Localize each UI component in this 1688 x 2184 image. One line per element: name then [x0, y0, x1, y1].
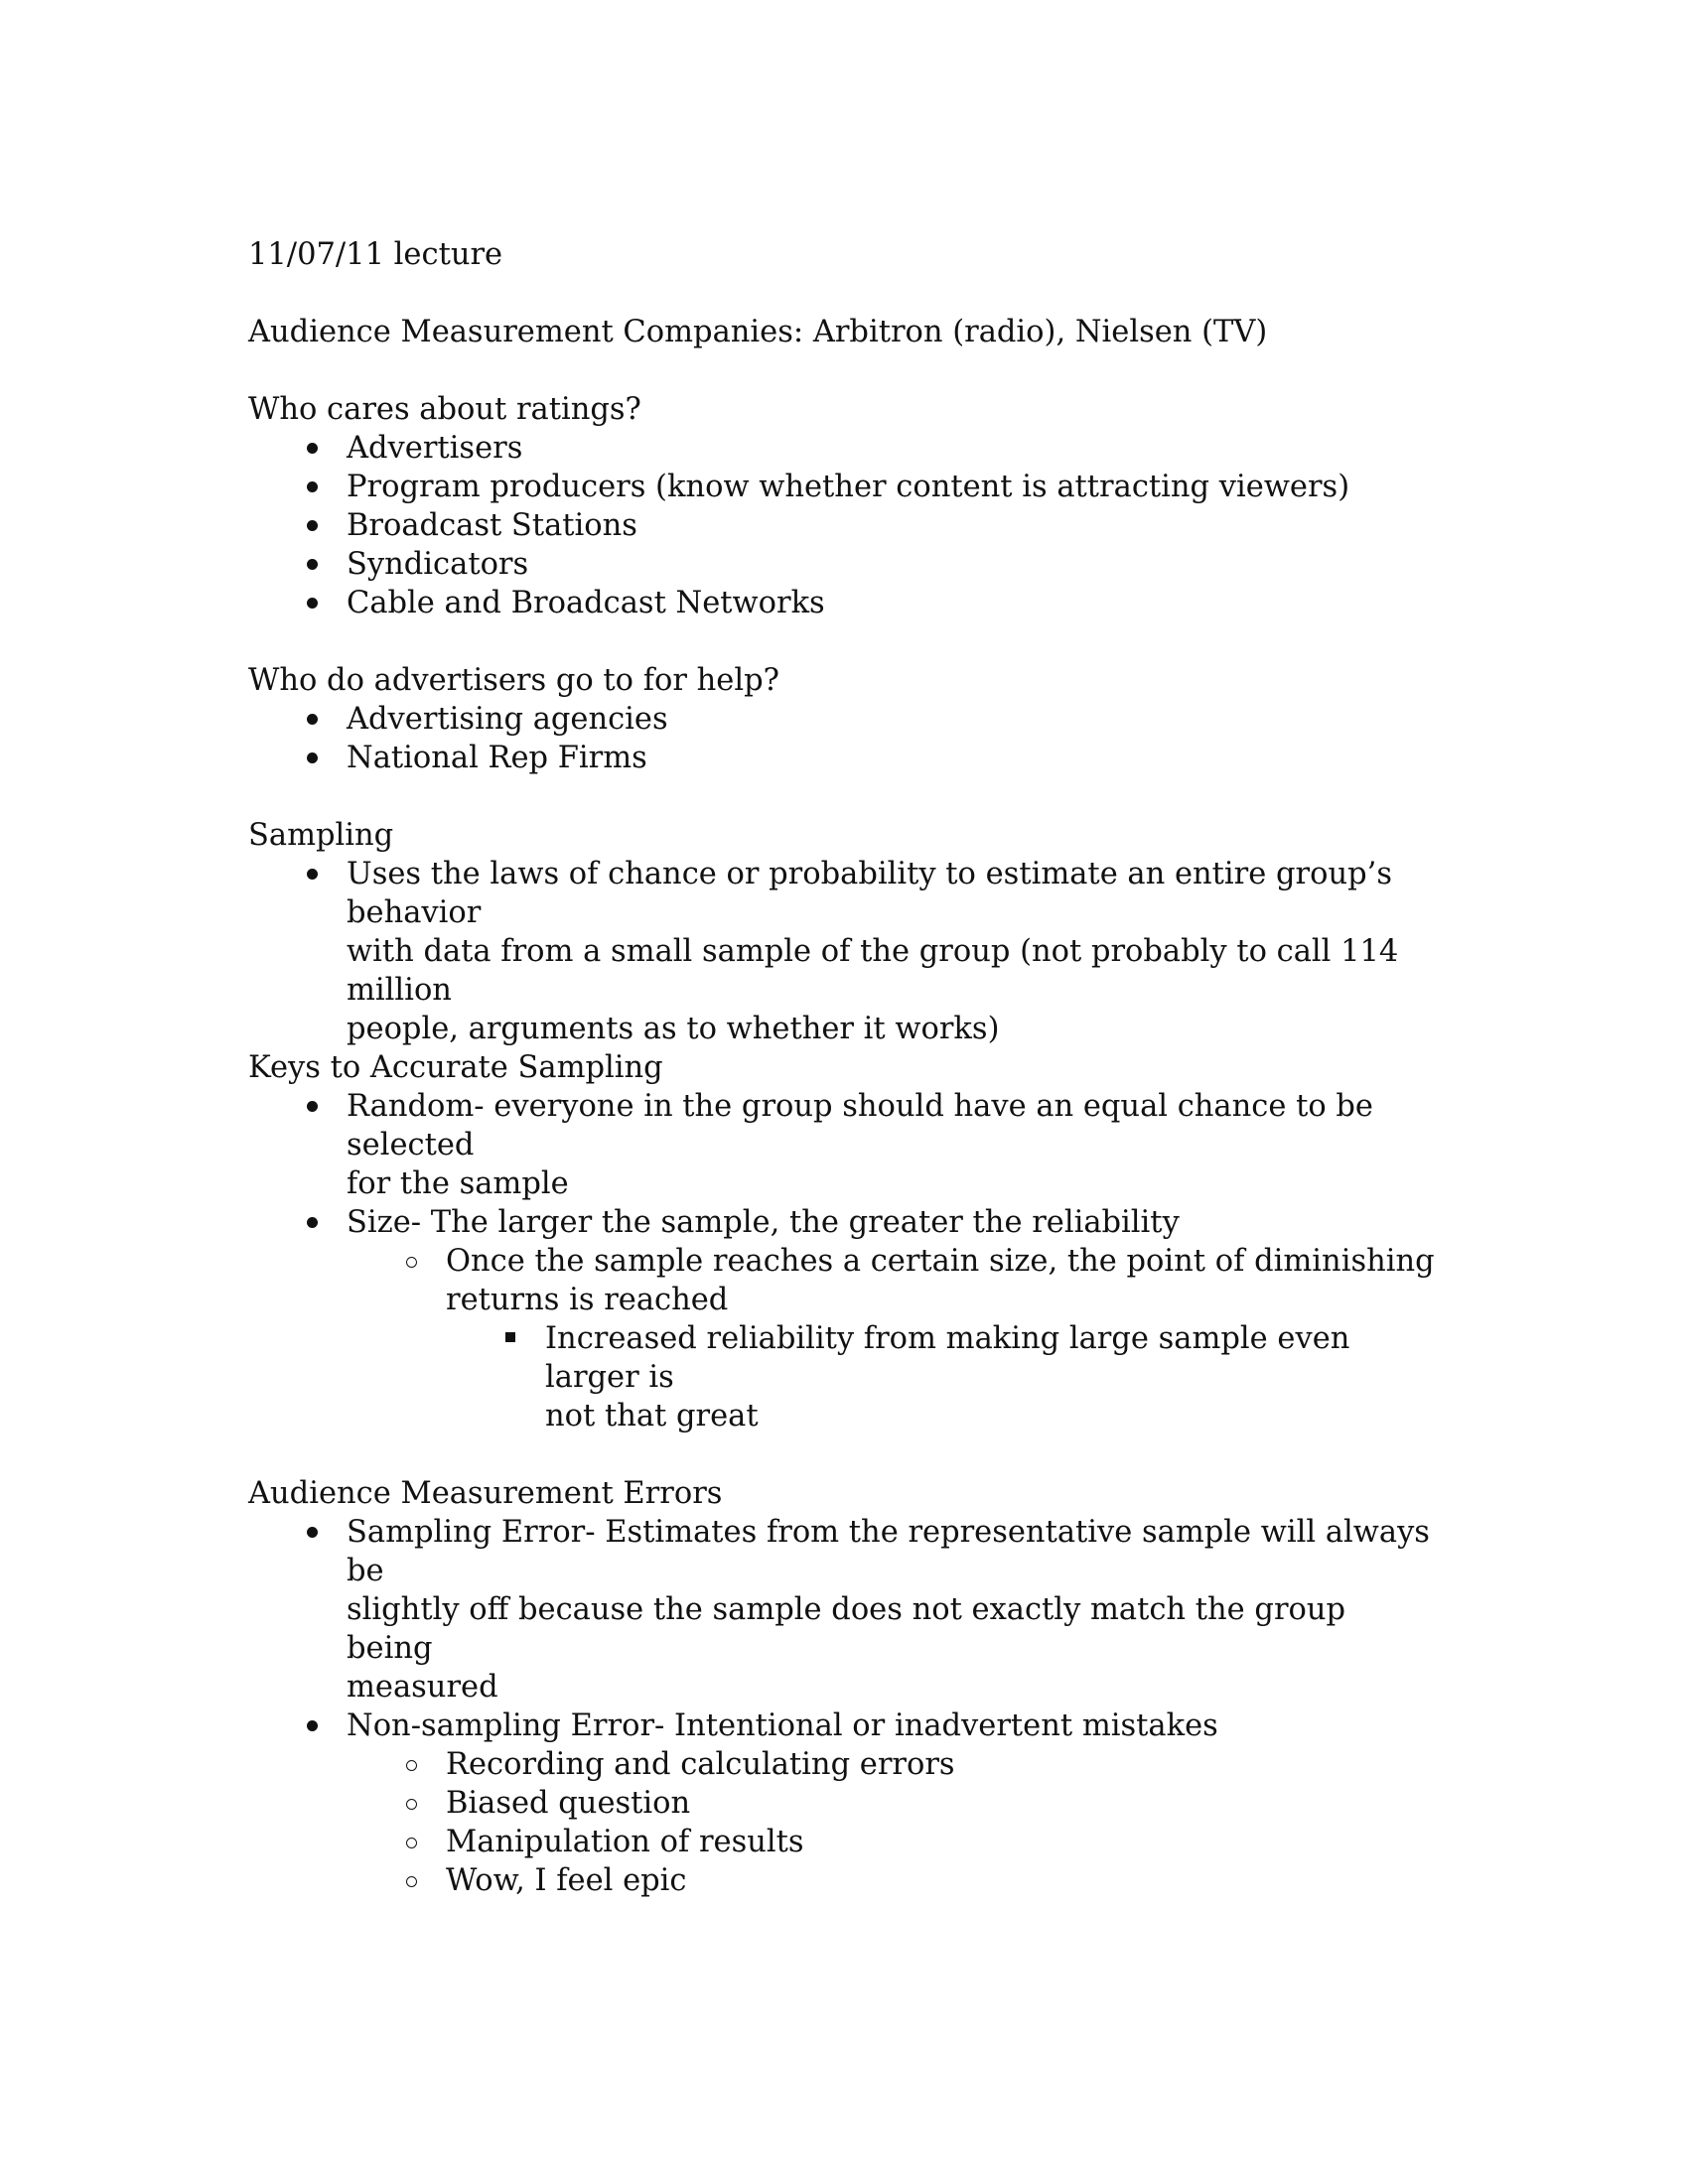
keys-list — [248, 1087, 1440, 1435]
list-item: Size- The larger the sample, the greater the reliability Once the sample reaches a certain size, the point of diminishing returns is reached Increased reliability from making large sample even larger is not that great — [347, 1203, 1440, 1435]
list-item: Wow, I feel epic — [446, 1861, 1440, 1900]
list-item: Manipulation of results — [446, 1823, 1440, 1861]
list-item: Biased question — [446, 1784, 1440, 1823]
ratings-heading: Who cares about ratings? — [248, 392, 641, 427]
bullet-circle-icon — [396, 1823, 426, 1861]
list-item: Once the sample reaches a certain size, the point of diminishing returns is reached Increased reliability from making large sample even larger is not that great — [446, 1242, 1440, 1435]
bullet-square-icon — [495, 1319, 525, 1358]
list-item: Increased reliability from making large sample even larger is not that great — [545, 1319, 1440, 1435]
size-subsublist — [446, 1319, 1440, 1435]
list-item: Advertising agencies — [347, 700, 1440, 739]
sampling-list — [248, 855, 1440, 1048]
bullet-dot-icon — [297, 700, 327, 739]
bullet-dot-icon — [297, 1513, 327, 1552]
bullet-circle-icon — [396, 1745, 426, 1784]
bullet-dot-icon — [297, 545, 327, 584]
errors-heading: Audience Measurement Errors — [248, 1476, 723, 1511]
bullet-dot-icon — [297, 1087, 327, 1126]
bullet-dot-icon — [297, 468, 327, 506]
bullet-dot-icon — [297, 739, 327, 777]
bullet-circle-icon — [396, 1861, 426, 1900]
non-sampling-sublist — [347, 1745, 1440, 1900]
list-item: National Rep Firms — [347, 739, 1440, 777]
bullet-circle-icon — [396, 1242, 426, 1281]
keys-heading: Keys to Accurate Sampling — [248, 1050, 663, 1085]
bullet-dot-icon — [297, 429, 327, 468]
list-item: Cable and Broadcast Networks — [347, 584, 1440, 622]
bullet-dot-icon — [297, 855, 327, 893]
ratings-list — [248, 429, 1440, 622]
companies-line: Audience Measurement Companies: Arbitron (radio), Nielsen (TV) — [248, 315, 1268, 349]
list-item: Advertisers — [347, 429, 1440, 468]
list-item: Syndicators — [347, 545, 1440, 584]
bullet-dot-icon — [297, 506, 327, 545]
bullet-dot-icon — [297, 1706, 327, 1745]
document-page — [248, 235, 1440, 1900]
list-item: Program producers (know whether content is attracting viewers) — [347, 468, 1440, 506]
size-sublist — [347, 1242, 1440, 1435]
help-heading: Who do advertisers go to for help? — [248, 663, 779, 698]
sampling-heading: Sampling — [248, 818, 394, 853]
list-item: Recording and calculating errors — [446, 1745, 1440, 1784]
errors-list — [248, 1513, 1440, 1900]
list-item: Non-sampling Error- Intentional or inadvertent mistakes Recording and calculating errors Biased question Manipulation of results Wow, I feel epic — [347, 1706, 1440, 1900]
help-list — [248, 700, 1440, 777]
bullet-dot-icon — [297, 584, 327, 622]
list-item: Random- everyone in the group should have an equal chance to be selected for the sample — [347, 1087, 1440, 1203]
bullet-circle-icon — [396, 1784, 426, 1823]
bullet-dot-icon — [297, 1203, 327, 1242]
date-heading: 11/07/11 lecture — [248, 237, 503, 272]
list-item: Broadcast Stations — [347, 506, 1440, 545]
list-item: Sampling Error- Estimates from the representative sample will always be slightly off because the sample does not exactly match the group being measured — [347, 1513, 1440, 1706]
list-item: Uses the laws of chance or probability to estimate an entire group’s behavior with data from a small sample of the group (not probably to call 114 million people, arguments as to whether it works) — [347, 855, 1440, 1048]
